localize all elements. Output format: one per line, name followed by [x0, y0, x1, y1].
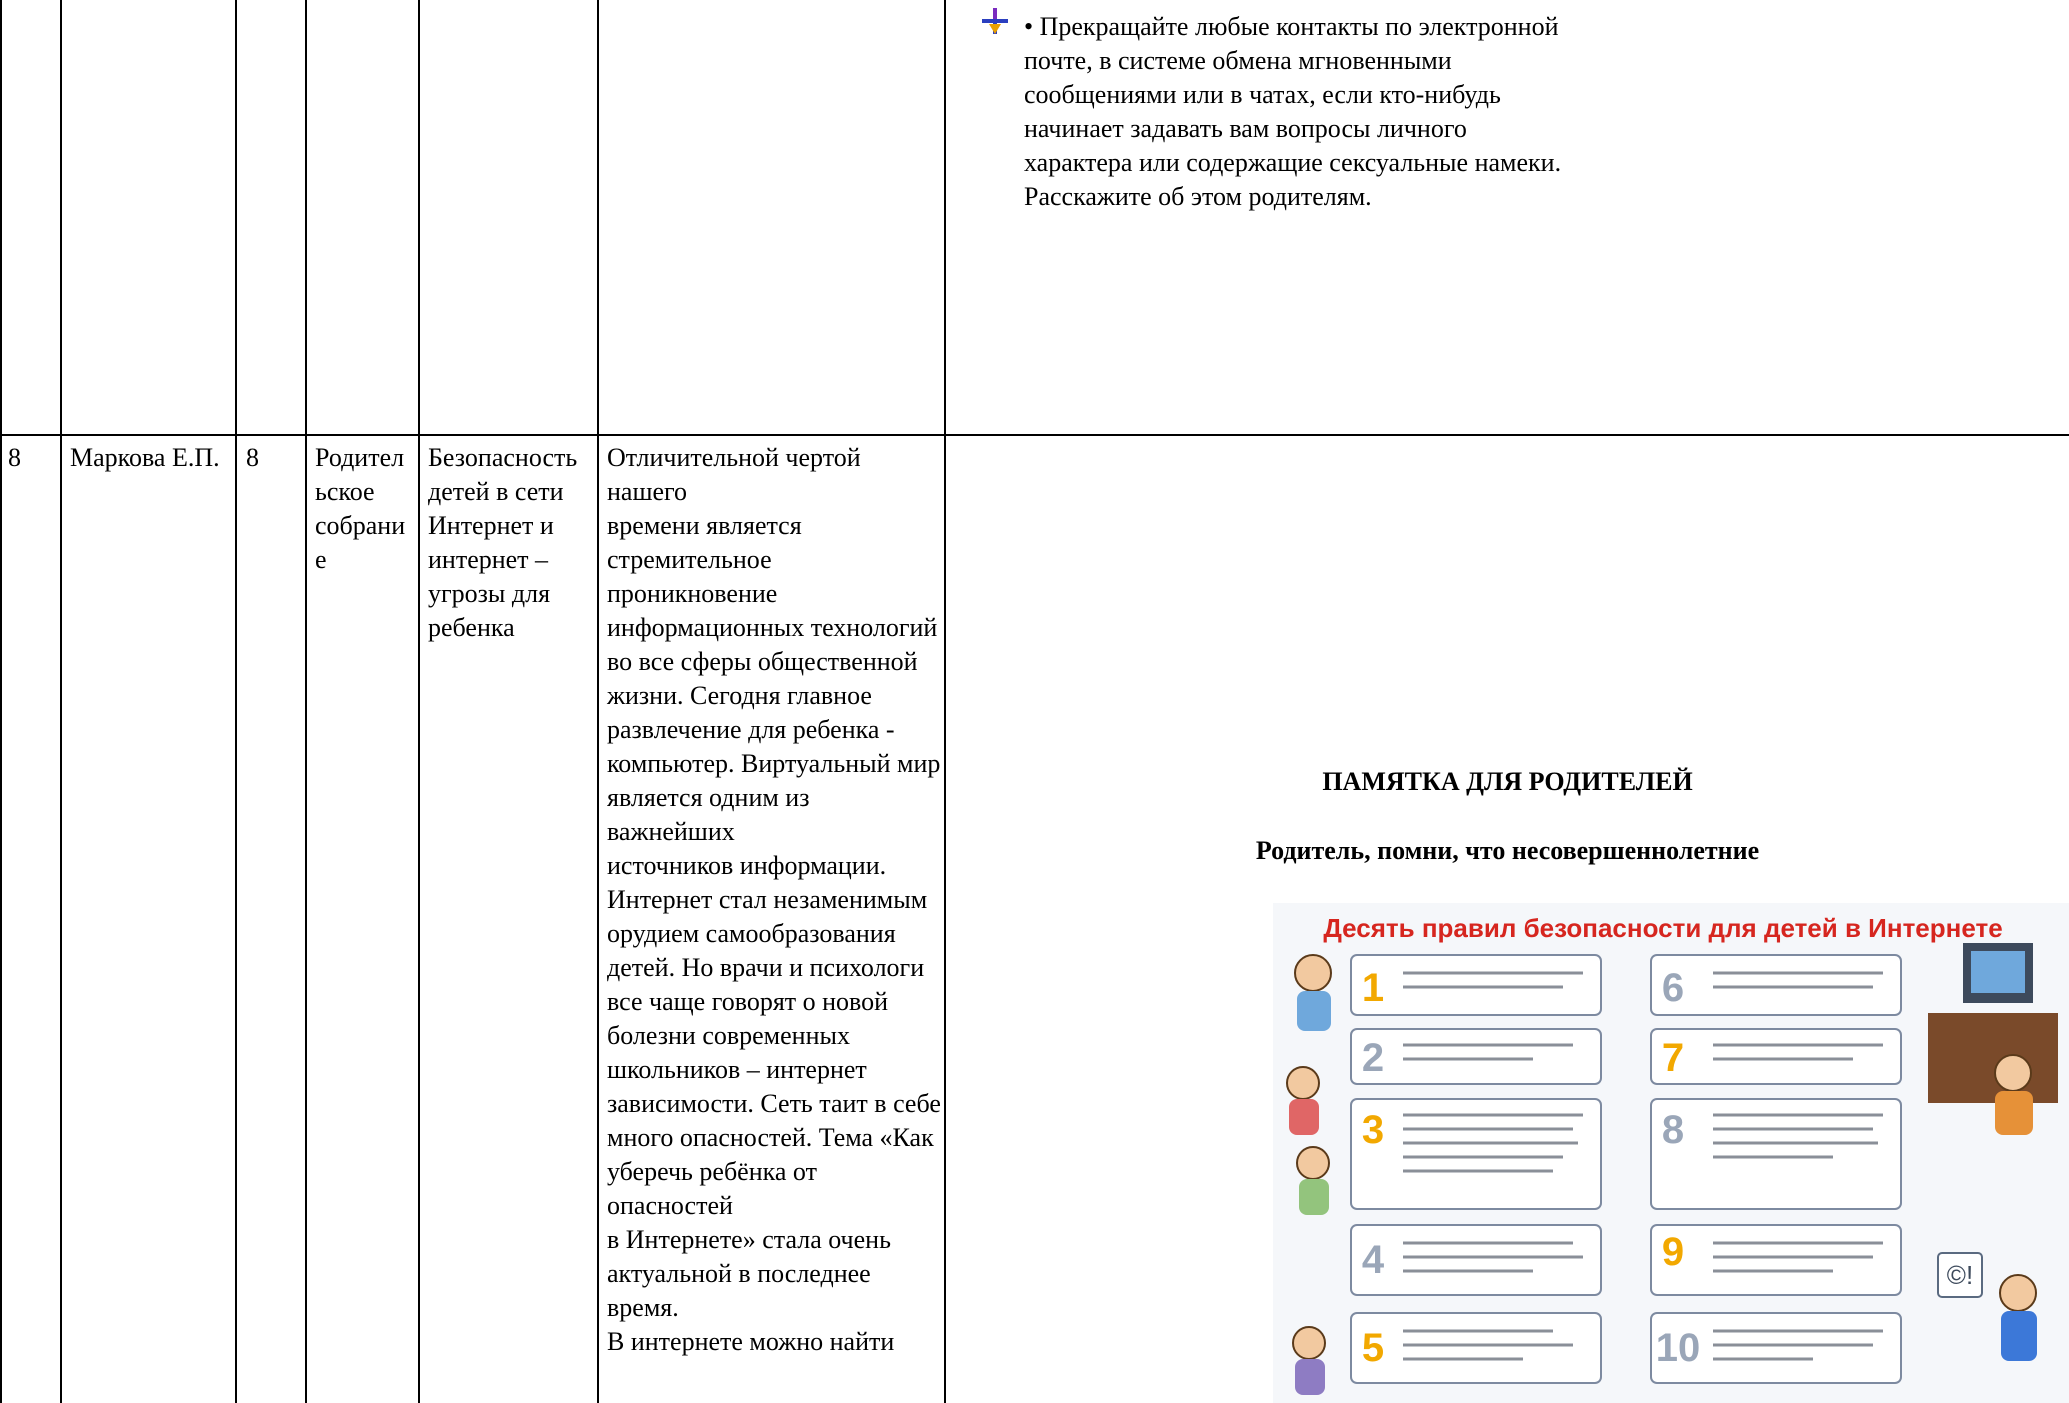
column-divider-4 [418, 0, 420, 1403]
content-line: зависимости. Сеть таит в себе [607, 1089, 941, 1118]
row2-form [315, 441, 415, 577]
poster-number-4: 4 [1361, 1238, 1385, 1282]
content-line: жизни. Сегодня главное [607, 681, 872, 710]
content-line: является одним из важнейших [607, 783, 810, 846]
down-arrow-bullet-icon [980, 6, 1010, 36]
content-line: Отличительной чертой нашего [607, 443, 861, 506]
poster-number-5: 5 [1361, 1326, 1385, 1370]
row2-teacher: Маркова Е.П. [70, 443, 220, 472]
content-line: стремительное проникновение [607, 545, 778, 608]
content-line: болезни современных [607, 1021, 850, 1050]
topic-line-1: Безопасность [428, 443, 578, 472]
content-line: времени является [607, 511, 802, 540]
row2-content [607, 441, 942, 1359]
content-line: много опасностей. Тема «Как [607, 1123, 934, 1152]
form-line-4: е [315, 545, 327, 574]
content-line: школьников – интернет [607, 1055, 867, 1084]
content-line: информационных технологий [607, 613, 938, 642]
topic-line-2: детей в сети [428, 477, 564, 506]
content-line: орудием самообразования [607, 919, 896, 948]
poster-number-6: 6 [1661, 966, 1685, 1010]
content-line: во все сферы общественной [607, 647, 918, 676]
content-line: все чаще говорят о новой [607, 987, 889, 1016]
poster-number-7: 7 [1661, 1036, 1685, 1080]
form-line-2: ьское [315, 477, 375, 506]
topic-line-4: интернет – [428, 545, 549, 574]
content-line: источников информации. [607, 851, 887, 880]
row2-grade: 8 [246, 443, 259, 472]
content-line: компьютер. Виртуальный мир [607, 749, 941, 778]
content-line: в Интернете» стала очень [607, 1225, 891, 1254]
column-divider-2 [235, 0, 237, 1403]
topic-line-5: угрозы для [428, 579, 551, 608]
column-divider-3 [305, 0, 307, 1403]
row1-bullet-text: • Прекращайте любые контакты по электронной почте, в системе обмена мгновенными сообщениями или в чатах, если кто-нибудь начинает задавать вам вопросы личного характера или содержащие сексуальные намеки. Расскажите об этом родителям. [1024, 12, 1562, 211]
poster-number-10: 10 [1655, 1326, 1701, 1370]
content-line: развлечение для ребенка - [607, 715, 895, 744]
row2-topic [428, 441, 596, 645]
content-line: детей. Но врачи и психологи [607, 953, 925, 982]
content-line: Интернет стал незаменимым [607, 885, 928, 914]
row2-number: 8 [8, 443, 21, 472]
internet-safety-poster [1273, 903, 2069, 1403]
poster-title: Десять правил безопасности для детей в Интернете [1323, 913, 2003, 943]
poster-number-9: 9 [1661, 1230, 1685, 1274]
topic-line-3: Интернет и [428, 511, 554, 540]
form-line-1: Родител [315, 443, 405, 472]
column-divider-1 [60, 0, 62, 1403]
poster-number-3: 3 [1361, 1108, 1385, 1152]
topic-line-6: ребенка [428, 613, 515, 642]
svg-text:©!: ©! [1946, 1260, 1974, 1290]
poster-number-2: 2 [1361, 1036, 1385, 1080]
poster-number-1: 1 [1361, 966, 1385, 1010]
row1-bullet-cell [980, 10, 2060, 214]
content-line: В интернете можно найти [607, 1327, 895, 1356]
poster-number-8: 8 [1661, 1108, 1685, 1152]
content-line: актуальной в последнее время. [607, 1259, 871, 1322]
content-line: уберечь ребёнка от опасностей [607, 1157, 817, 1220]
form-line-3: собрани [315, 511, 406, 540]
memo-title: ПАМЯТКА ДЛЯ РОДИТЕЛЕЙ [1322, 767, 1693, 796]
memo-subtitle: Родитель, помни, что несовершеннолетние [1255, 836, 1760, 865]
column-divider-5 [597, 0, 599, 1403]
row-divider [0, 434, 2069, 436]
column-divider-6 [944, 0, 946, 1403]
table-left-border [0, 0, 2, 1403]
